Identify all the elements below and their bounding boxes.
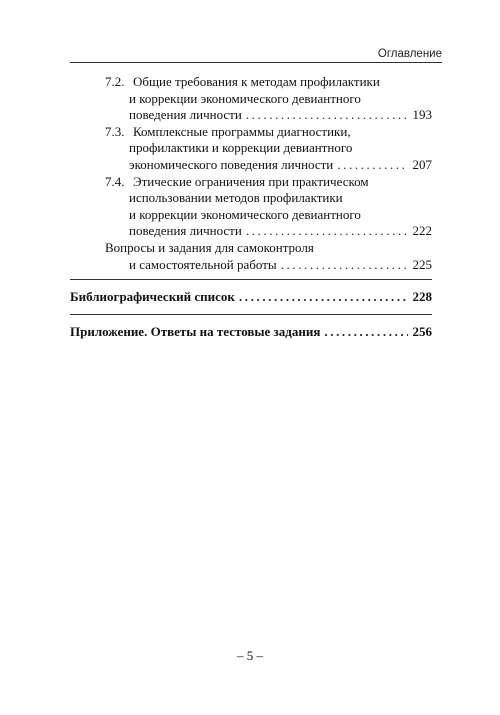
section-divider	[70, 279, 432, 280]
toc-entry-text: Этические ограничения при практическом	[133, 173, 369, 189]
running-header-title: Оглавление	[377, 48, 442, 60]
toc-entry-text: поведения личности	[129, 223, 242, 239]
toc-entry-text: Приложение. Ответы на тестовые задания	[70, 323, 321, 339]
toc-entry-text: профилактики и коррекции девиантного	[129, 140, 353, 156]
section-divider	[70, 314, 432, 315]
toc-entry-7-2	[70, 74, 432, 124]
toc-entry-number: 7.3.	[105, 123, 125, 139]
toc-entry-questions	[70, 240, 432, 273]
toc-entry-text: Библиографический список	[70, 289, 235, 305]
leader-dots	[246, 107, 408, 124]
toc-entry-bibliography	[70, 289, 432, 306]
header-rule	[70, 62, 442, 63]
leader-dots	[239, 289, 408, 306]
toc-entry-appendix	[70, 324, 432, 341]
toc-entry-text: поведения личности	[129, 107, 242, 123]
toc-page-number: 256	[412, 323, 432, 339]
toc-entry-7-3	[70, 124, 432, 174]
toc-entry-text: и коррекции экономического девиантного	[129, 206, 361, 222]
page-number: – 5 –	[237, 648, 263, 663]
toc-entry-number: 7.4.	[105, 173, 125, 189]
leader-dots	[281, 257, 408, 274]
toc-entry-7-4	[70, 174, 432, 240]
toc-entry-text: использовании методов профилактики	[129, 190, 343, 206]
toc-page-number: 222	[412, 223, 432, 239]
table-of-contents	[70, 74, 432, 340]
toc-entry-text: экономического поведения личности	[129, 156, 334, 172]
leader-dots	[246, 223, 408, 240]
toc-entry-number: 7.2.	[105, 74, 125, 89]
toc-page-number: 225	[412, 256, 432, 272]
toc-page-number: 193	[412, 107, 432, 123]
toc-entry-text: Общие требования к методам профилактики	[133, 74, 380, 89]
leader-dots	[324, 324, 408, 341]
toc-page-number: 228	[412, 289, 432, 305]
toc-page-number: 207	[412, 156, 432, 172]
toc-entry-text: Комплексные программы диагностики,	[133, 123, 351, 139]
toc-entry-text: Вопросы и задания для самоконтроля	[105, 239, 314, 255]
leader-dots	[337, 157, 408, 174]
toc-entry-text: и самостоятельной работы	[129, 256, 277, 272]
toc-entry-text: и коррекции экономического девиантного	[129, 90, 361, 106]
